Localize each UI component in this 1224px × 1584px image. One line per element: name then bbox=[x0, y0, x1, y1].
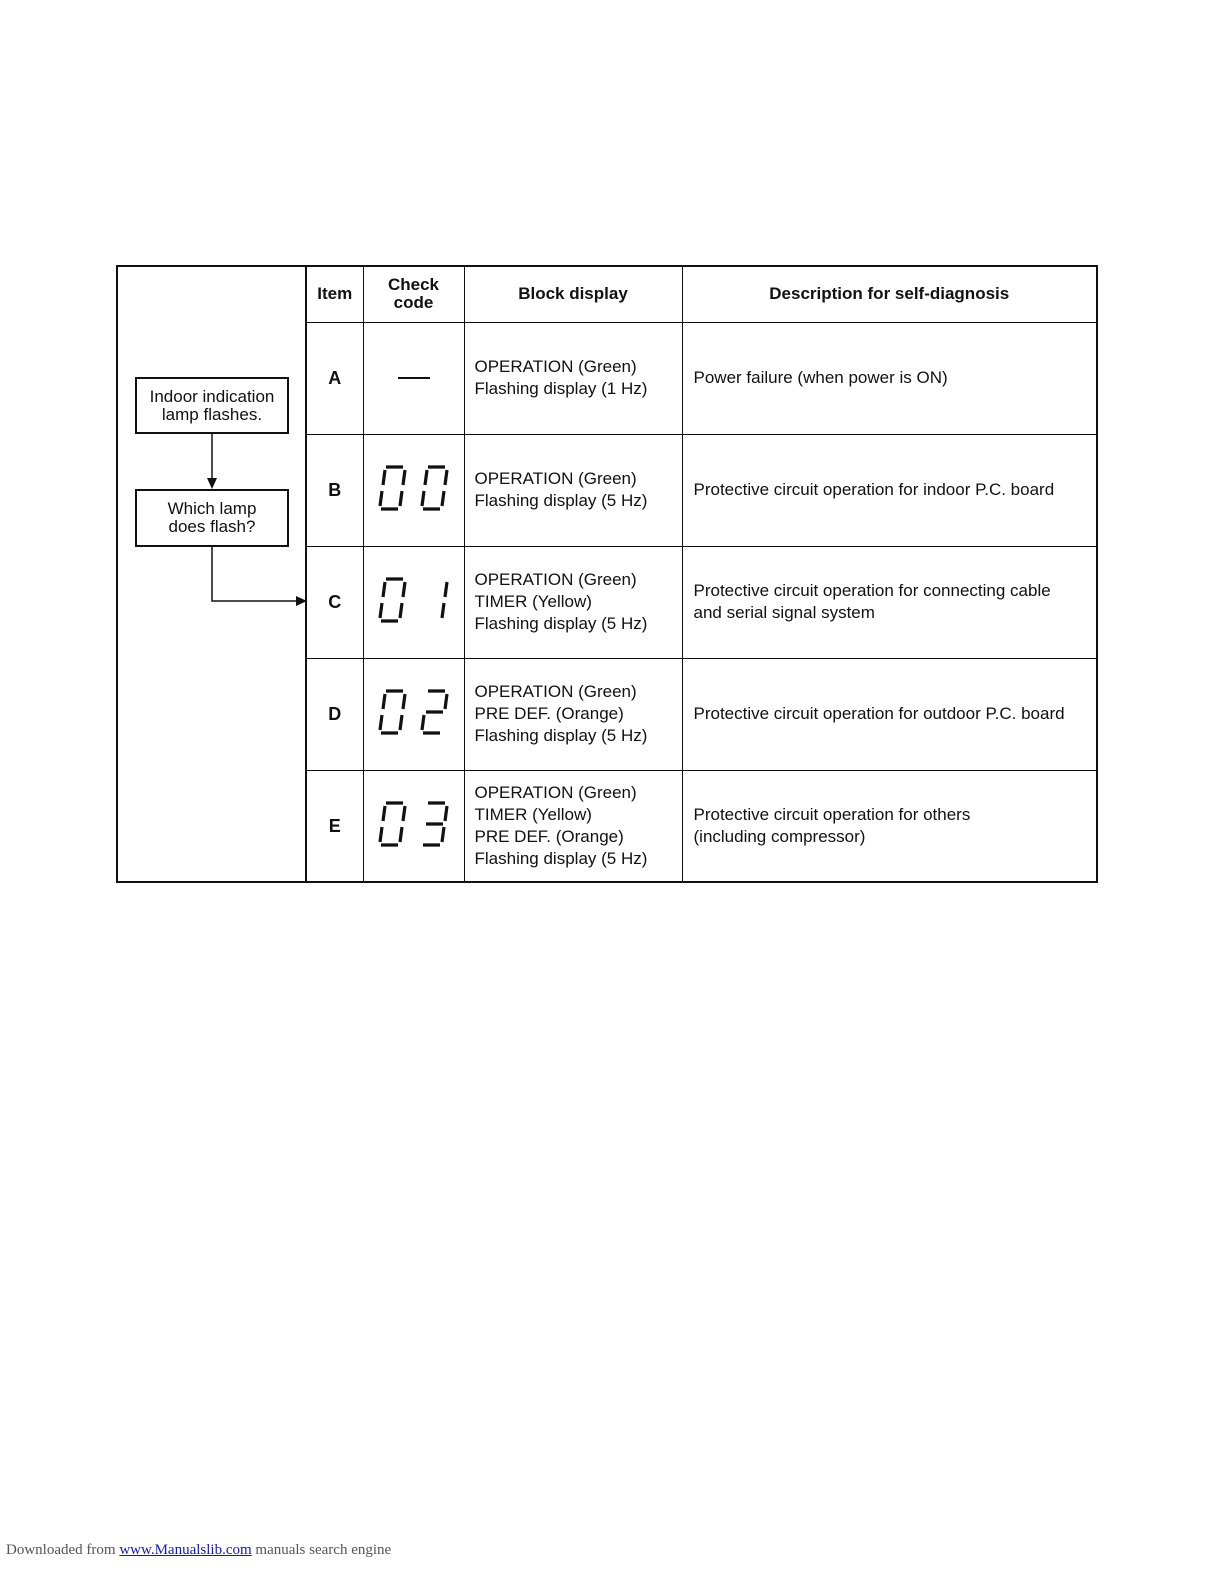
description-cell bbox=[682, 770, 1096, 882]
seven-segment-display bbox=[374, 799, 454, 849]
segment-e bbox=[380, 603, 382, 618]
seven-segment-display bbox=[374, 575, 454, 625]
segment-f bbox=[383, 470, 385, 485]
description-cell bbox=[682, 322, 1096, 434]
table-row bbox=[307, 658, 1096, 770]
segment-c bbox=[400, 715, 402, 730]
block-display-cell bbox=[464, 546, 682, 658]
segment-f bbox=[383, 806, 385, 821]
block-display-line: OPERATION (Green) bbox=[474, 357, 637, 376]
check-code-cell bbox=[363, 770, 464, 882]
segment-f bbox=[383, 582, 385, 597]
segment-b bbox=[445, 806, 447, 821]
item-cell: C bbox=[307, 546, 363, 658]
item-cell: B bbox=[307, 434, 363, 546]
description-line: and serial signal system bbox=[693, 603, 875, 622]
description-cell bbox=[682, 434, 1096, 546]
segment-e bbox=[422, 491, 424, 506]
seven-segment-display bbox=[374, 463, 454, 513]
segment-e bbox=[380, 715, 382, 730]
block-display-line: TIMER (Yellow) bbox=[474, 592, 592, 611]
segment-b bbox=[445, 470, 447, 485]
flow-box-text: Which lamp bbox=[167, 499, 257, 518]
segment-b bbox=[403, 694, 405, 709]
seven-segment-digit bbox=[380, 803, 405, 845]
segment-e bbox=[422, 715, 424, 730]
header-item: Item bbox=[307, 267, 363, 322]
segment-c bbox=[400, 491, 402, 506]
flow-box-text: does flash? bbox=[168, 517, 256, 536]
check-code-cell bbox=[363, 322, 464, 434]
check-code-cell bbox=[363, 658, 464, 770]
arrow-head-icon bbox=[207, 478, 217, 489]
segment-c bbox=[442, 603, 444, 618]
description-cell bbox=[682, 658, 1096, 770]
table-header-row bbox=[307, 267, 1096, 322]
footer-prefix: Downloaded from bbox=[6, 1542, 116, 1558]
check-code-cell bbox=[363, 434, 464, 546]
connector-line bbox=[212, 547, 298, 601]
block-display-line: TIMER (Yellow) bbox=[474, 805, 592, 825]
seven-segment-digit bbox=[423, 803, 447, 845]
seven-segment-digit bbox=[442, 582, 447, 618]
seven-segment-digit bbox=[422, 467, 447, 509]
footer-suffix: manuals search engine bbox=[255, 1542, 392, 1558]
item-cell: D bbox=[307, 658, 363, 770]
description-cell bbox=[682, 546, 1096, 658]
block-display-line: OPERATION (Green) bbox=[474, 570, 637, 589]
segment-f bbox=[383, 694, 385, 709]
segment-e bbox=[380, 827, 382, 842]
seven-segment-display bbox=[374, 687, 454, 737]
segment-b bbox=[403, 470, 405, 485]
segment-e bbox=[380, 491, 382, 506]
block-display-line: Flashing display (5 Hz) bbox=[474, 614, 648, 633]
block-display-line: Flashing display (5 Hz) bbox=[474, 726, 648, 745]
segment-c bbox=[442, 491, 444, 506]
segment-c bbox=[400, 603, 402, 618]
table-row bbox=[307, 770, 1096, 882]
segment-b bbox=[445, 582, 447, 597]
flow-box-text: lamp flashes. bbox=[161, 404, 263, 424]
header-description: Description for self-diagnosis bbox=[682, 267, 1096, 322]
description-line: Protective circuit operation for connecting cable bbox=[693, 581, 1051, 600]
table-row bbox=[307, 322, 1096, 434]
description-line: (including compressor) bbox=[693, 827, 866, 847]
segment-b bbox=[403, 806, 405, 821]
footer bbox=[6, 1542, 391, 1559]
no-code-dash bbox=[398, 377, 430, 379]
seven-segment-digit bbox=[380, 691, 405, 733]
seven-segment-digit bbox=[380, 579, 405, 621]
seven-segment-digit bbox=[422, 691, 447, 733]
block-display-line: Flashing display (1 Hz) bbox=[474, 379, 648, 398]
header-check-code bbox=[363, 267, 464, 322]
description-line: Protective circuit operation for outdoor P.C. board bbox=[693, 704, 1065, 723]
block-display-line: PRE DEF. (Orange) bbox=[474, 704, 624, 723]
description-line: Power failure (when power is ON) bbox=[693, 368, 948, 387]
description-line: Protective circuit operation for others bbox=[693, 805, 971, 825]
block-display-line: Flashing display (5 Hz) bbox=[474, 491, 648, 510]
self-diagnosis-table bbox=[307, 267, 1096, 882]
block-display-cell bbox=[464, 770, 682, 882]
segment-f bbox=[425, 470, 427, 485]
segment-c bbox=[442, 827, 444, 842]
block-display-line: Flashing display (5 Hz) bbox=[474, 849, 648, 869]
block-display-line: OPERATION (Green) bbox=[474, 783, 637, 803]
table-row bbox=[307, 434, 1096, 546]
header-check-code-line: code bbox=[393, 293, 434, 313]
block-display-line: OPERATION (Green) bbox=[474, 682, 637, 701]
header-check-code-line: Check bbox=[387, 275, 440, 295]
segment-c bbox=[400, 827, 402, 842]
arrow-head-icon bbox=[296, 596, 307, 606]
block-display-cell bbox=[464, 322, 682, 434]
block-display-line: OPERATION (Green) bbox=[474, 469, 637, 488]
segment-b bbox=[445, 694, 447, 709]
segment-b bbox=[403, 582, 405, 597]
item-cell: A bbox=[307, 322, 363, 434]
item-cell: E bbox=[307, 770, 363, 882]
table-row bbox=[307, 546, 1096, 658]
block-display-line: PRE DEF. (Orange) bbox=[474, 827, 624, 847]
check-code-cell bbox=[363, 546, 464, 658]
footer-link[interactable]: www.Manualslib.com bbox=[119, 1542, 252, 1558]
seven-segment-digit bbox=[380, 467, 405, 509]
description-line: Protective circuit operation for indoor P.C. board bbox=[693, 480, 1055, 499]
header-block-display: Block display bbox=[464, 267, 682, 322]
flow-box-text: Indoor indication bbox=[149, 386, 275, 406]
block-display-cell bbox=[464, 658, 682, 770]
block-display-cell bbox=[464, 434, 682, 546]
